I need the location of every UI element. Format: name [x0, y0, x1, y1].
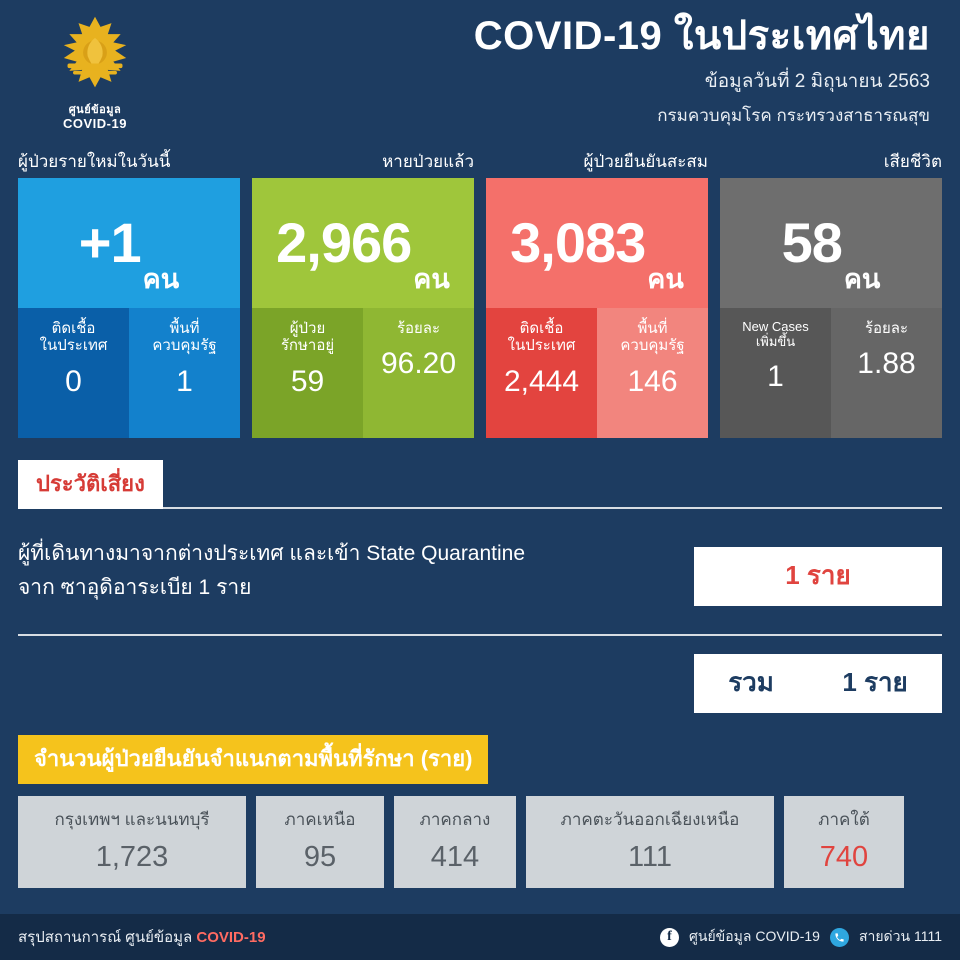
region-label: ภาคกลาง: [419, 810, 491, 829]
risk-total-row: [18, 654, 942, 713]
stat-card-recovered: [252, 148, 474, 438]
stat-sub-value: 0: [65, 364, 82, 398]
stat-sub-label-line1: New Cases: [742, 319, 809, 334]
stat-value: 58: [781, 211, 842, 274]
stat-sub-label-line2: รักษาอยู่: [280, 337, 335, 355]
region-card-north: [256, 796, 384, 888]
stat-sub-domestic: [18, 308, 129, 438]
stat-sub-label-line1: ผู้ป่วย: [289, 320, 326, 337]
stat-sub-label-line1: ติดเชื้อ: [519, 320, 564, 337]
stat-sub-value: 2,444: [503, 364, 580, 398]
header-date: ข้อมูลวันที่ 2 มิถุนายน 2563: [704, 71, 930, 92]
region-value: 740: [819, 841, 869, 873]
header: [0, 0, 960, 140]
stat-sub-quarantine: [129, 308, 240, 438]
stat-unit: คน: [647, 264, 684, 294]
stat-sub-value: 1: [767, 359, 784, 393]
stat-sub-label-line1: ร้อยละ: [864, 320, 909, 337]
stat-sub-label-line1: ติดเชื้อ: [51, 320, 96, 337]
stat-sub-label-line2: ควบคุมรัฐ: [152, 337, 217, 355]
header-text: [170, 14, 940, 129]
region-section: [0, 735, 960, 888]
stat-card-deaths: [720, 148, 942, 438]
stat-sub-label-line1: พื้นที่: [637, 320, 668, 337]
garuda-emblem-icon: [49, 14, 141, 102]
footer-left: [18, 925, 266, 949]
region-value: 1,723: [95, 841, 169, 873]
facebook-label: ศูนย์ข้อมูล COVID-19: [689, 928, 820, 944]
stat-sub-value: 1.88: [857, 347, 916, 381]
stat-sub-row: [18, 308, 240, 438]
region-value: 111: [627, 841, 673, 873]
risk-total-value: 1 ราย: [842, 667, 908, 697]
stat-unit: คน: [413, 264, 450, 294]
stat-value-block: [252, 178, 474, 308]
risk-description-line1: ผู้ที่เดินทางมาจากต่างประเทศ และเข้า State Quarantine: [18, 542, 526, 565]
region-value: 414: [430, 841, 480, 873]
stat-sub-quarantine: [597, 308, 708, 438]
region-label: ภาคใต้: [818, 810, 870, 829]
stat-sub-row: [252, 308, 474, 438]
emblem-label: [63, 104, 127, 132]
region-cards: [18, 796, 942, 888]
stat-value-block: [486, 178, 708, 308]
footer-left-text: สรุปสถานการณ์ ศูนย์ข้อมูล: [18, 929, 197, 946]
region-card-bangkok: [18, 796, 246, 888]
region-value: 95: [303, 841, 337, 873]
stat-sub-value: 96.20: [380, 347, 457, 381]
stat-value: +1: [78, 211, 141, 274]
stat-sub-row: [486, 308, 708, 438]
stat-sub-label-line1: พื้นที่: [169, 320, 200, 337]
stat-card-title: เสียชีวิต: [883, 152, 942, 171]
stat-cards: [0, 148, 960, 438]
stat-card-confirmed-total: [486, 148, 708, 438]
region-label: ภาคเหนือ: [284, 810, 356, 829]
risk-section: [0, 460, 960, 713]
stat-card-title: ผู้ป่วยรายใหม่ในวันนี้: [18, 152, 171, 171]
stat-unit: คน: [142, 264, 180, 294]
stat-sub-label-line2: ควบคุมรัฐ: [620, 337, 685, 355]
stat-sub-value: 146: [627, 364, 678, 398]
stat-sub-percent: [831, 308, 942, 438]
region-label: ภาคตะวันออกเฉียงเหนือ: [560, 810, 740, 829]
footer-right: [660, 926, 942, 948]
phone-icon[interactable]: [830, 928, 849, 947]
stat-card-title: ผู้ป่วยยืนยันสะสม: [583, 152, 708, 171]
page-title: COVID-19 ในประเทศไทย: [473, 14, 930, 58]
stat-card-new-cases: [18, 148, 240, 438]
stat-sub-label-line1: ร้อยละ: [396, 320, 441, 337]
stat-sub-value: 59: [290, 364, 325, 398]
stat-sub-row: [720, 308, 942, 438]
stat-sub-percent: [363, 308, 474, 438]
header-agency: กรมควบคุมโรค กระทรวงสาธารณสุข: [657, 106, 930, 125]
emblem-block: [20, 14, 170, 132]
region-label: กรุงเทพฯ และนนทบุรี: [54, 810, 210, 829]
stat-value: 3,083: [510, 211, 646, 274]
stat-sub-domestic: [486, 308, 597, 438]
hotline-label: สายด่วน 1111: [858, 928, 942, 944]
region-section-tag: จำนวนผู้ป่วยยืนยันจำแนกตามพื้นที่รักษา (ราย): [18, 735, 488, 784]
risk-total-label: รวม: [728, 667, 774, 697]
facebook-icon[interactable]: f: [660, 928, 679, 947]
region-card-south: [784, 796, 904, 888]
stat-sub-under-treatment: [252, 308, 363, 438]
footer-left-highlight: COVID-19: [196, 929, 266, 946]
stat-unit: คน: [843, 264, 881, 294]
risk-total-badge: [694, 654, 942, 713]
stat-value-block: [720, 178, 942, 308]
risk-body: [18, 537, 942, 606]
stat-value: 2,966: [276, 211, 412, 274]
risk-count-badge: 1 ราย: [694, 547, 942, 606]
risk-section-tag: ประวัติเสี่ยง: [18, 460, 163, 509]
stat-sub-label-line2: ในประเทศ: [39, 337, 108, 355]
region-card-central: [394, 796, 516, 888]
risk-description: [18, 537, 694, 604]
stat-sub-new-cases: [720, 308, 831, 438]
footer: [0, 914, 960, 960]
region-card-northeast: [526, 796, 774, 888]
stat-value-block: [18, 178, 240, 308]
emblem-label-line2: COVID-19: [63, 115, 127, 131]
risk-bottom-divider: [18, 634, 942, 636]
stat-card-title: หายป่วยแล้ว: [382, 152, 474, 171]
emblem-label-line1: ศูนย์ข้อมูล: [68, 104, 122, 116]
stat-sub-value: 1: [176, 364, 193, 398]
risk-description-line2: จาก ซาอุดิอาระเบีย 1 ราย: [18, 575, 252, 599]
stat-sub-label-line2: ในประเทศ: [507, 337, 576, 355]
stat-sub-label-line2: เพิ่มขึ้น: [755, 333, 796, 349]
